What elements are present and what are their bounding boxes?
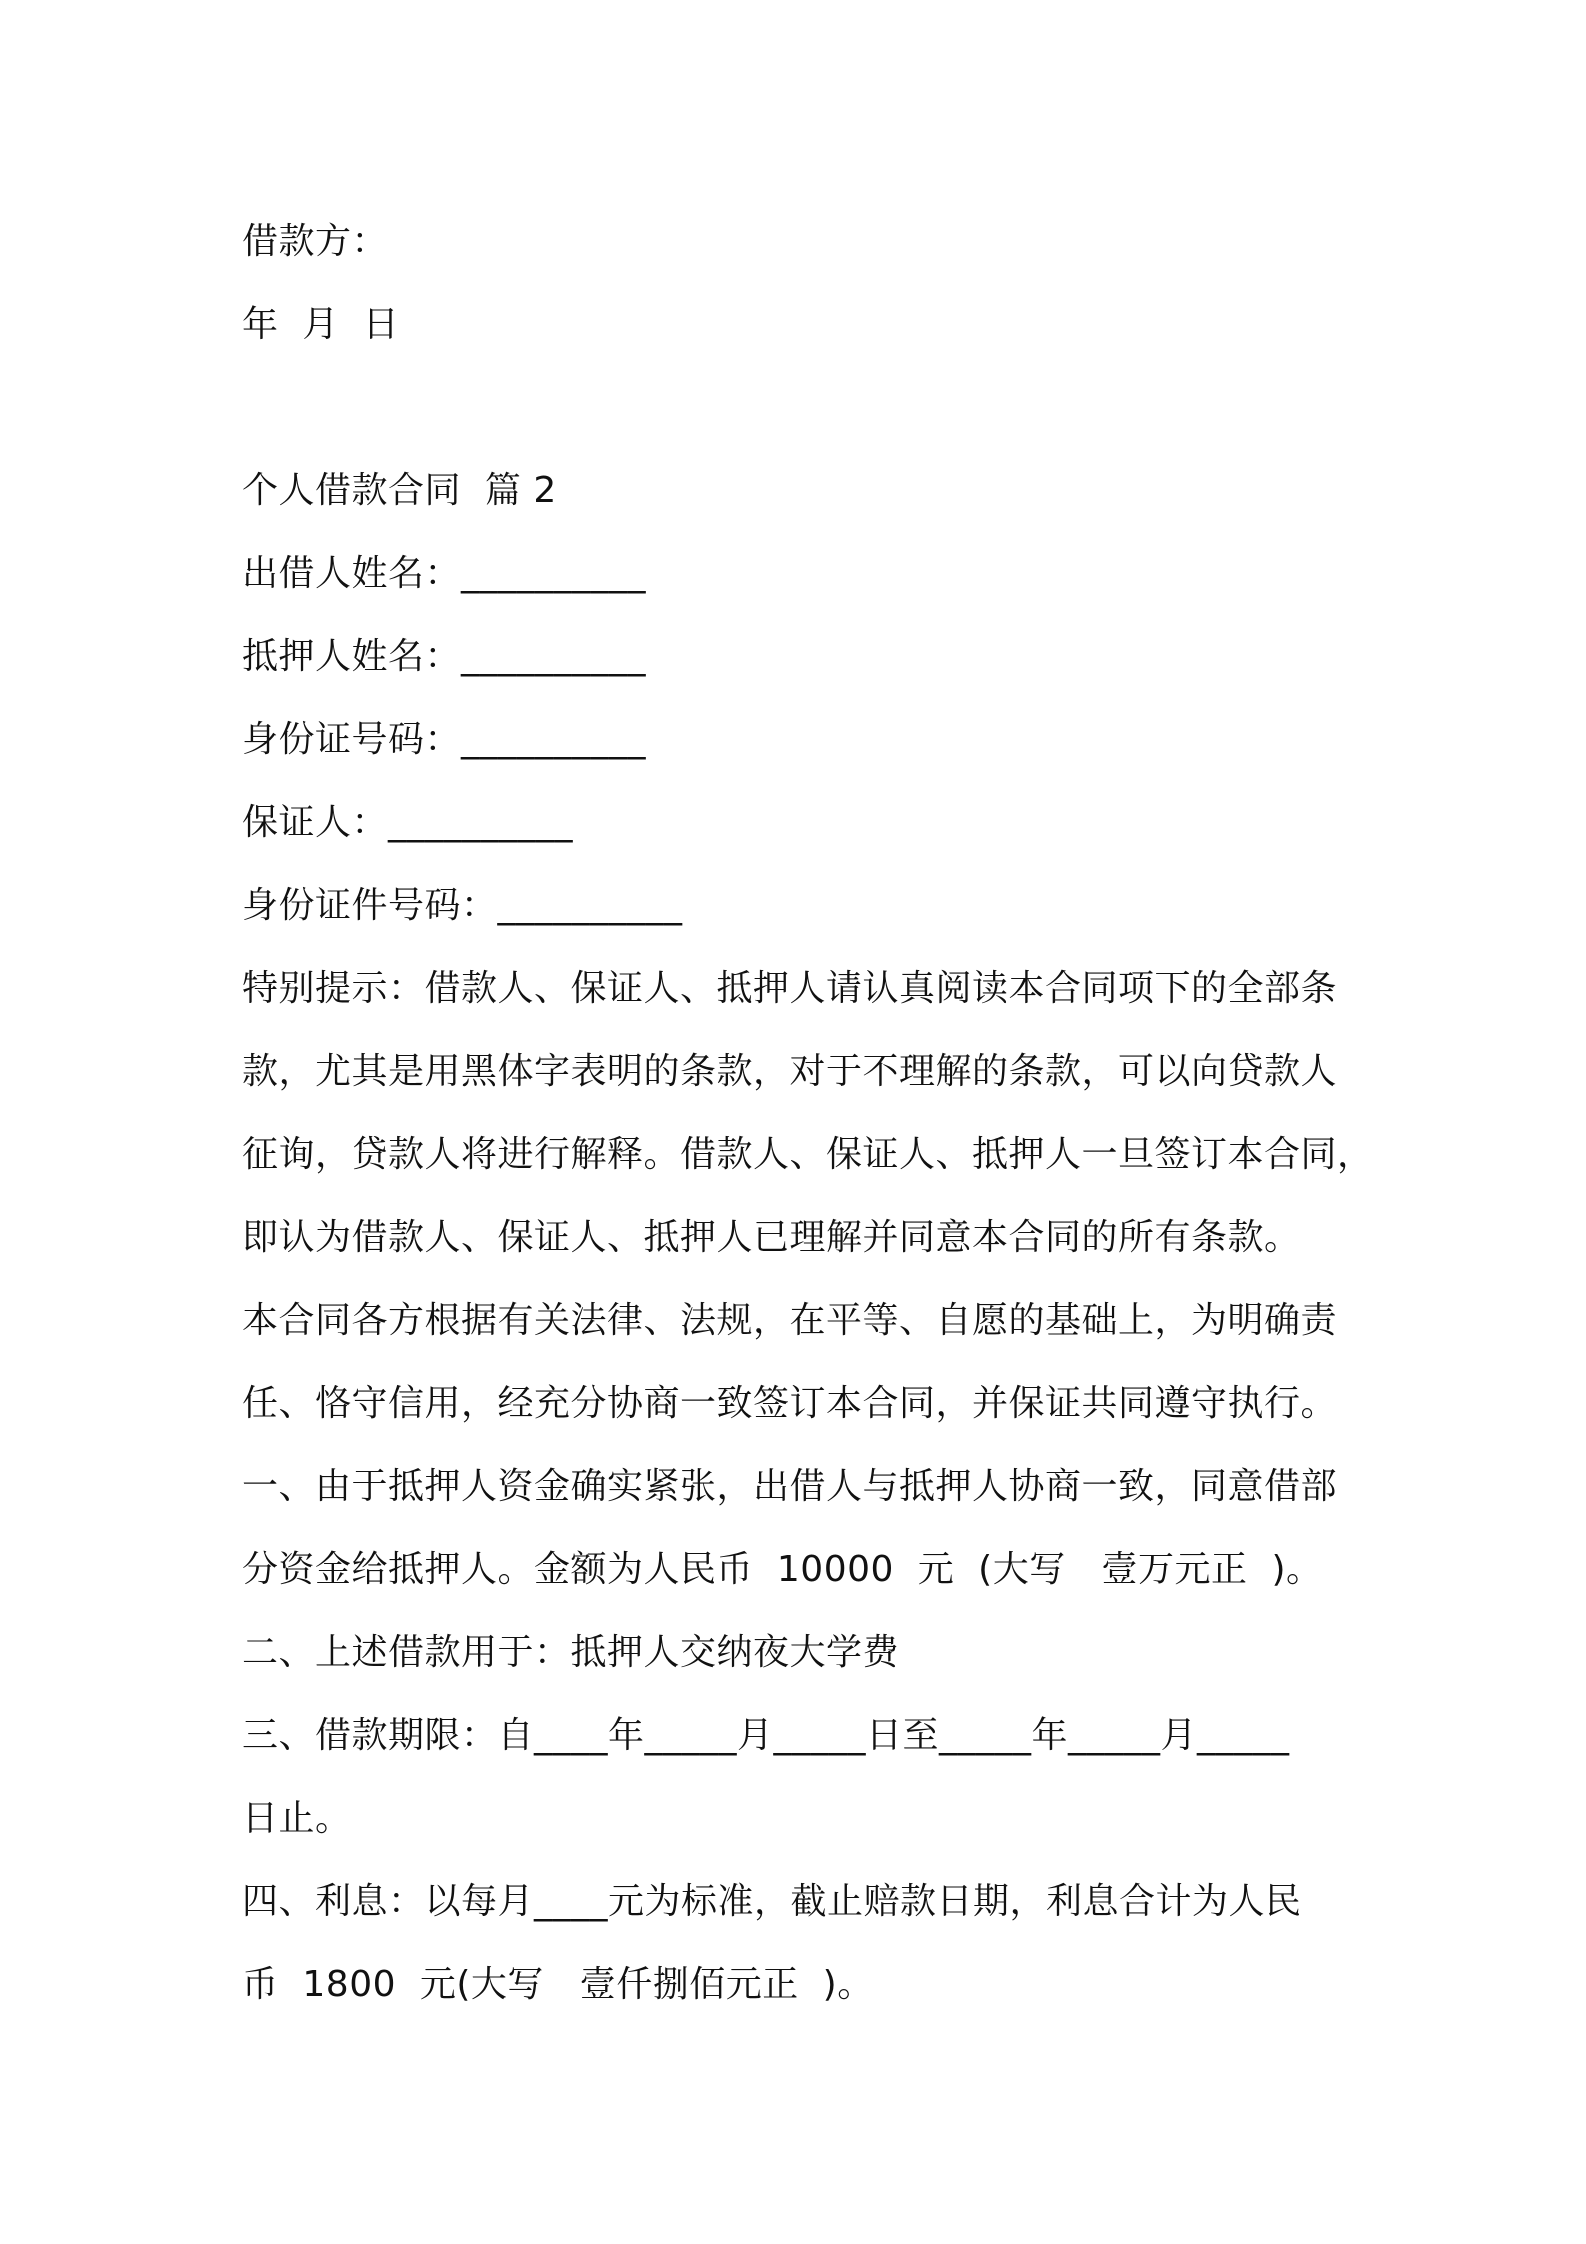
clause-3-line: 三、借款期限：自____年_____月_____日至_____年_____月_____ — [242, 1715, 1290, 1756]
notice-line: 征询，贷款人将进行解释。借款人、保证人、抵押人一旦签订本合同， — [242, 1134, 1374, 1175]
id-number-field: 身份证号码：__________ — [242, 719, 647, 760]
lender-name-field: 出借人姓名：__________ — [242, 553, 647, 594]
section-spacer — [242, 366, 1362, 449]
id-document-number-field: 身份证件号码：__________ — [242, 885, 683, 926]
notice-line: 即认为借款人、保证人、抵押人已理解并同意本合同的所有条款。 — [242, 1217, 1301, 1258]
signature-date-line: 年 月 日 — [242, 304, 400, 345]
clause-1-line: 一、由于抵押人资金确实紧张，出借人与抵押人协商一致，同意借部 — [242, 1466, 1338, 1507]
mortgagor-name-field: 抵押人姓名：__________ — [242, 636, 647, 677]
guarantor-field: 保证人：__________ — [242, 802, 574, 843]
notice-line: 特别提示：借款人、保证人、抵押人请认真阅读本合同项下的全部条 — [242, 968, 1338, 1009]
clause-2-line: 二、上述借款用于：抵押人交纳夜大学费 — [242, 1632, 900, 1673]
notice-line: 款，尤其是用黑体字表明的条款，对于不理解的条款，可以向贷款人 — [242, 1051, 1338, 1092]
preamble-line: 本合同各方根据有关法律、法规，在平等、自愿的基础上，为明确责 — [242, 1300, 1338, 1341]
preamble-line: 任、恪守信用，经充分协商一致签订本合同，并保证共同遵守执行。 — [242, 1383, 1338, 1424]
contract-title: 个人借款合同 篇 2 — [242, 470, 557, 511]
clause-3-line: 日止。 — [242, 1798, 352, 1839]
clause-4-line: 四、利息：以每月____元为标准，截止赔款日期，利息合计为人民 — [242, 1881, 1302, 1922]
clause-4-line: 币 1800 元(大写 壹仟捌佰元正 )。 — [242, 1964, 874, 2005]
document-page — [242, 200, 1374, 2026]
borrower-signature-label: 借款方： — [242, 221, 389, 262]
clause-1-line: 分资金给抵押人。金额为人民币 10000 元 (大写 壹万元正 )。 — [242, 1549, 1323, 1590]
